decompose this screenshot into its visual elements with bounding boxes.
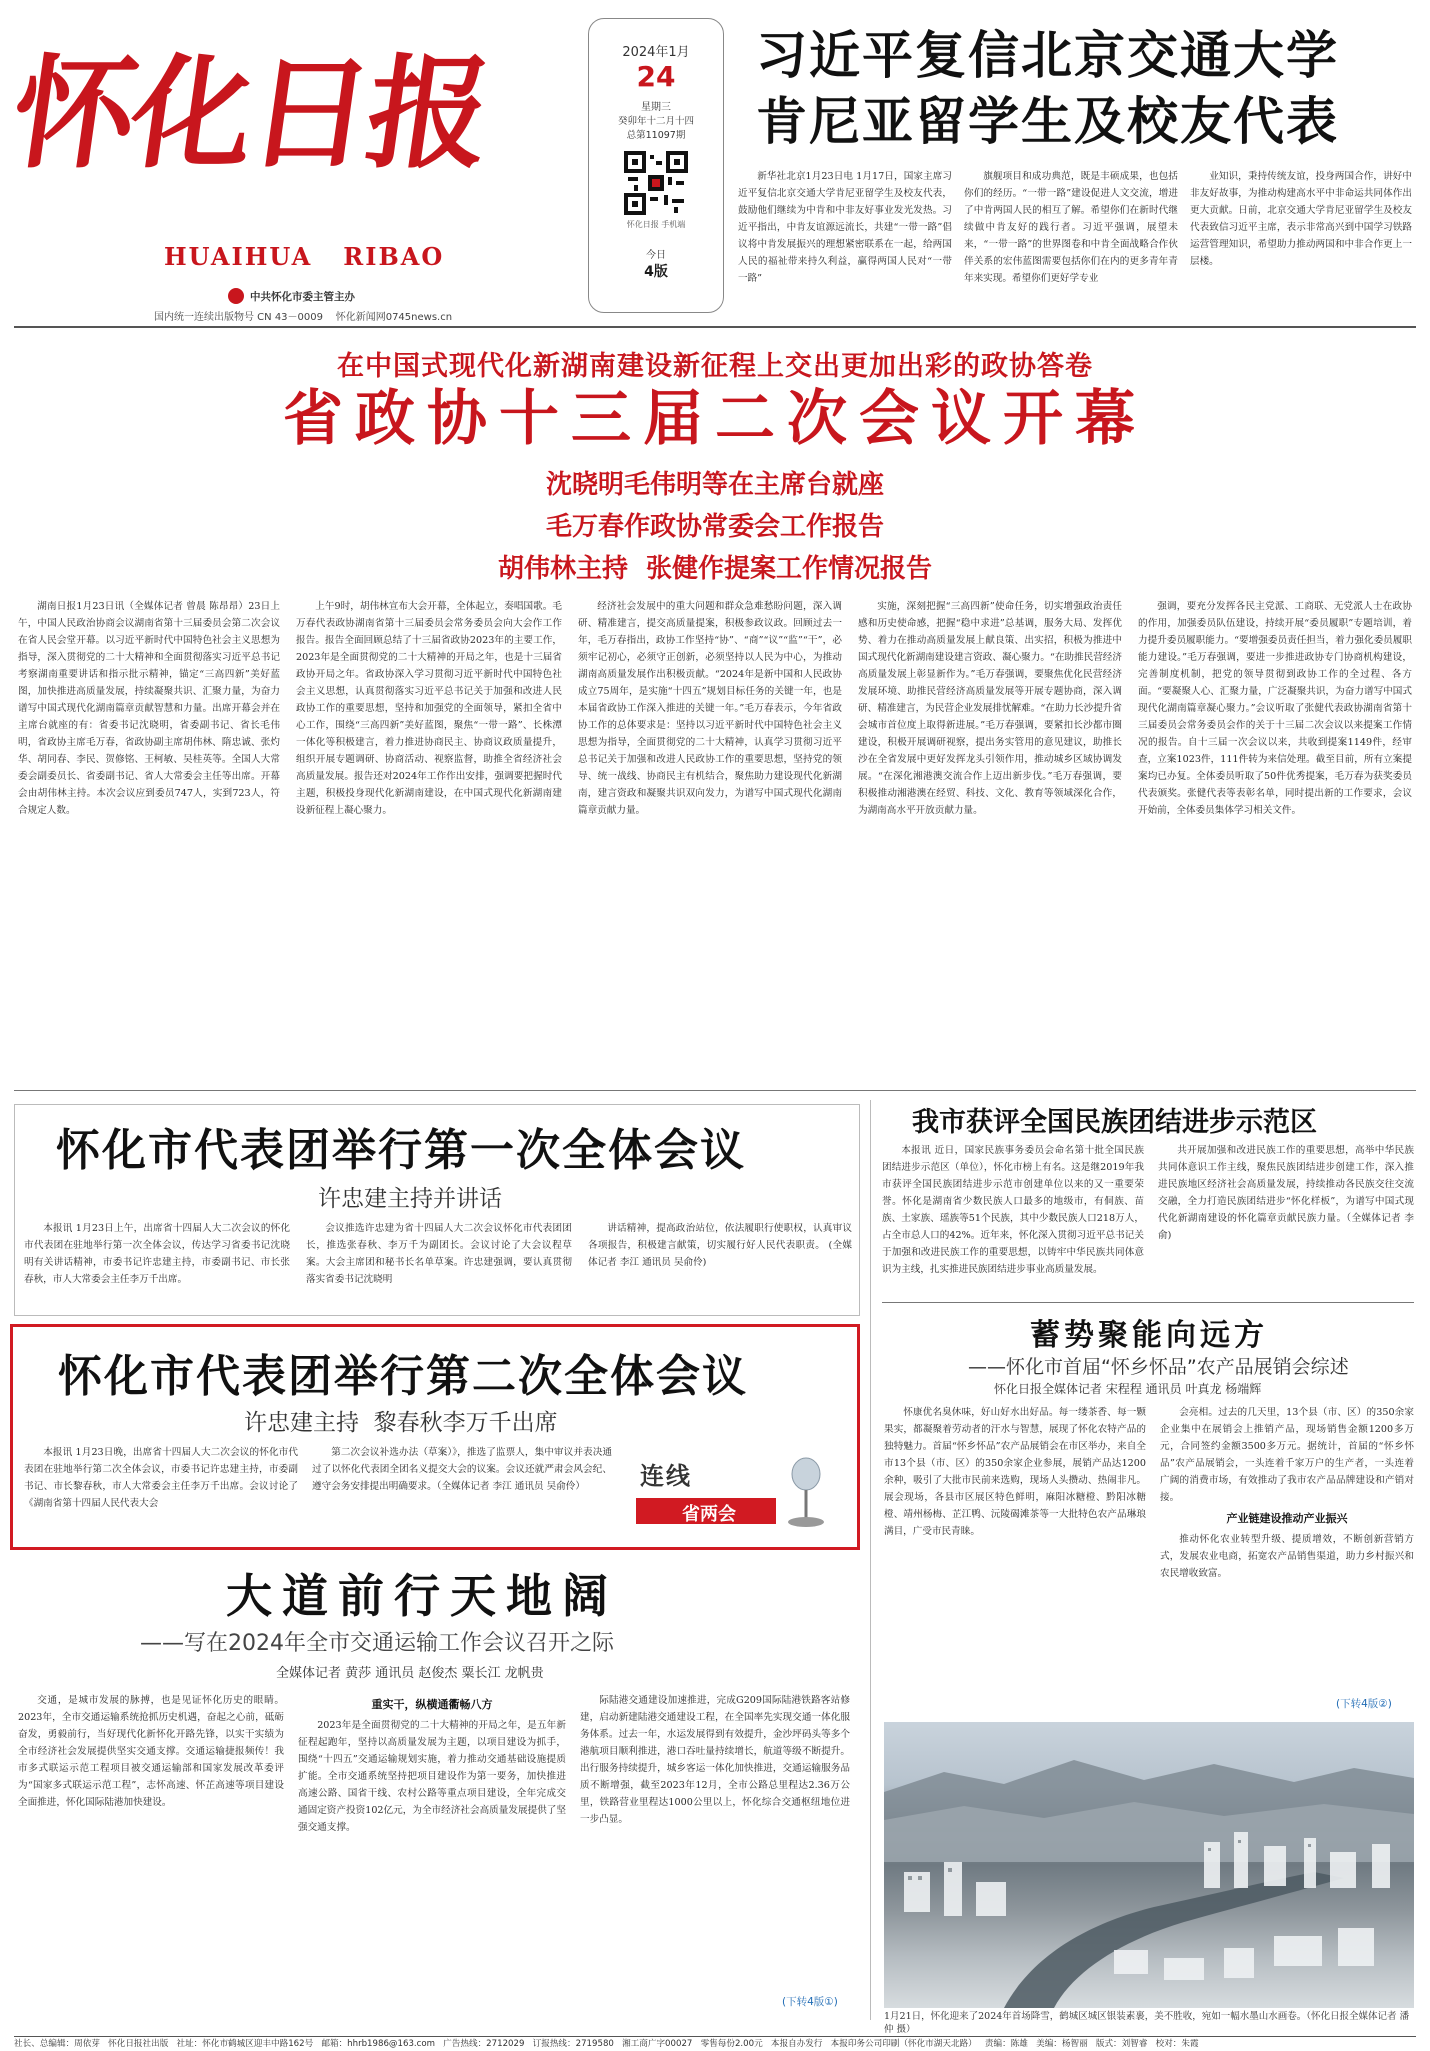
lead-col-2 (964, 168, 1178, 314)
meeting-sub-2: 毛万春作政协常委会工作报告 (545, 512, 884, 542)
delegation2-col-1-text: 本报讯 1月23日晚，出席省十四届人大二次会议的怀化市代表团在驻地举行第二次全体会议，市委书记许忠建主持，市委副书记、市长黎春秋，市人大常委会主任李万千出席。会议讨论了《湖南省第十四届人民代表大会 (24, 1447, 298, 1509)
snow-city-photo (884, 1722, 1414, 2008)
issue-info: 国内统一连续出版物号 CN 43－0009 怀化新闻网0745news.cn (154, 312, 453, 323)
date-weekday: 星期三 (641, 102, 671, 113)
meeting-sub-1: 沈晓明毛伟明等在主席台就座 (545, 470, 884, 500)
meeting-col-1 (18, 598, 280, 1078)
delegation2-subhead: 许忠建主持 黎春秋李万千出席 (244, 1410, 558, 1436)
meeting-headline: 省政协十三届二次会议开幕 (283, 384, 1147, 454)
section-badge (632, 1452, 838, 1536)
badge-label: 省两会 (682, 1504, 736, 1525)
photo-scene (884, 1722, 1414, 2008)
lead-headline-1: 习近平复信北京交通大学 (756, 27, 1340, 86)
agri-col-2b-text: 推动怀化农业转型升级、提质增效，不断创新营销方式，发展农业电商，拓宽农产品销售渠道，助力乡村振兴和农民增收致富。 (1160, 1534, 1414, 1579)
unity-col-1 (882, 1142, 1144, 1292)
delegation1-subhead: 许忠建主持并讲话 (318, 1186, 502, 1212)
unity-rule (882, 1302, 1414, 1303)
delegation1-col-2-text: 会议推选许忠建为省十四届人大二次会议怀化市代表团团长，推选张春秋、李万千为副团长。会议讨论了大会议程草案。大会主席团和秘书长名单草案。许忠建强调，要认真贯彻落实省委书记沈晓明 (306, 1223, 572, 1285)
delegation2-col-2-text: 第二次会议补选办法（草案）》，推选了监票人，集中审议并表决通过了以怀化代表团全团名义提交大会的议案。会议还就严肃会风会纪、遵守会务安排提出明确要求。（全媒体记者 李江 通讯员 吴俞伶） (312, 1447, 612, 1492)
delegation1-col-2 (306, 1220, 572, 1310)
road-col-1-text: 交通，是城市发展的脉搏，也是见证怀化历史的眼睛。2023年，全市交通运输系统抢抓历史机遇，奋起之心前，砥砺奋发，勇毅前行，当好现代化新怀化开路先锋，以实干实绩为全市经济社会发展提供坚实交通支撑。交通运输捷报频传！我市多式联运示范工程项目被交通运输部和国家发展改革委评为“国家多式联运示范工程”，志怀高速、怀芷高速等项目建设全面推进，怀化国际陆港加快建设。 (18, 1695, 284, 1808)
date-year-month: 2024年1月 (622, 45, 690, 60)
road-col-2-title: 重实干，纵横通衢畅八方 (371, 1698, 493, 1711)
badge-title: 连线 (640, 1461, 692, 1490)
date-lunar: 癸卯年十二月十四 (617, 116, 694, 127)
delegation2-col-1 (24, 1444, 298, 1540)
publisher-line: 中共怀化市委主管主办 (250, 291, 355, 303)
lead-col-3-text: 业知识，秉持传统友谊，投身两国合作，讲好中非友好故事，为推动构建高水平中非命运共同体作出更大贡献。日前，北京交通大学肯尼亚留学生及校友代表致信习近平主席，表示非常高兴到中国学习铁路运营管理知识，希望助力推动两国和中非合作更上一层楼。 (1190, 171, 1412, 267)
delegation2-col-2 (312, 1444, 612, 1540)
agri-byline: 怀化日报全媒体记者 宋程程 通讯员 叶真龙 杨端辉 (994, 1382, 1262, 1396)
meeting-col-5-text: 强调，要充分发挥各民主党派、工商联、无党派人士在政协的作用，加强委员队伍建设，持续开展“委员履职”专题培训，着力提升委员履职能力。“要增强委员责任担当，着力强化委员履职能力建设。”毛万春强调，要进一步推进政协专门协商机构建设，完善制度机制，把党的领导贯彻到政协工作的全过程、各方面。“要凝聚人心、汇聚力量，广泛凝聚共识，为奋力谱写中国式现代化湖南篇章凝心聚力。”会议听取了张健代表政协湖南省第十三届委员会常务委员会作的关于十三届二次会议以来提案工作情况的报告。自十三届一次会议以来，共收到提案1149件，经审查，立案1023件，111件转为来信处理。截至目前，所有立案提案均已办复。全体委员听取了50件优秀提案，毛万春为获奖委员代表颁奖。张健代表等表彰名单，同时提出新的工作要求，会议开始前，全体委员集体学习相关文件。 (1138, 601, 1412, 816)
road-headline: 大道前行天地阔 (226, 1569, 618, 1623)
meeting-col-3 (578, 598, 842, 1078)
meeting-kicker: 在中国式现代化新湖南建设新征程上交出更加出彩的政协答卷 (337, 351, 1093, 382)
delegation1-col-3-text: 讲话精神，提高政治站位，依法履职行使职权，认真审议各项报告，积极建言献策，切实履行好人民代表职责。 (全媒体记者 李江 通讯员 吴俞伶) (588, 1223, 852, 1268)
masthead-pinyin: HUAIHUA RIBAO (164, 242, 445, 271)
road-col-2 (298, 1692, 566, 2008)
meeting-col-4-text: 实施，深刻把握“三高四新”使命任务，切实增强政治责任感和历史使命感，把握“稳中求进”总基调，服务大局、发挥优势、着力在推动高质量发展上献良策、出实招，积极为推进中国式现代化新湖南建设建言资政、凝心聚力。“在助推民营经济高质量发展上彰显新作为。”毛万春强调，要聚焦优化民营经济发展环境、助推民营经济高质量发展等开展专题协商，深入调研、精准建言，为民营企业发展排忧解难。“在助力长沙提升省会城市首位度上取得新进展。”毛万春强调，要紧扣长沙都市圈建设，积极开展调研视察，提出务实管用的意见建议，助推长沙在全省发展中更好发挥龙头引领作用，推动城乡区域协调发展。“在深化湘港澳交流合作上迈出新步伐。”毛万春强调，要积极推动湘港澳在经贸、科技、文化、教育等领域深化合作，为湖南高水平开放贡献力量。 (858, 601, 1122, 816)
agri-col-2 (1160, 1404, 1414, 1696)
pages-count: 4版 (644, 264, 668, 280)
agri-col-1 (884, 1404, 1146, 1708)
unity-col-1-text: 本报讯 近日，国家民族事务委员会命名第十批全国民族团结进步示范区（单位），怀化市榜上有名。这是继2019年我市获评全国民族团结进步示范市创建单位以来的又一重要荣誉。怀化是湖南省少数民族人口最多的地级市，有侗族、苗族、土家族、瑶族等51个民族，其中少数民族人口218万人，占全市总人口的42%。近年来，怀化深入贯彻习近平总书记关于加强和改进民族工作的重要思想，以铸牢中华民族共同体意识为主线，扎实推进民族团结进步事业高质量发展。 (882, 1145, 1144, 1275)
unity-headline: 我市获评全国民族团结进步示范区 (912, 1107, 1317, 1138)
meeting-col-3-text: 经济社会发展中的重大问题和群众急难愁盼问题，深入调研、精准建言，提交高质量提案，积极参政议政。回顾过去一年，毛万春指出，政协工作坚持“协”、“商”“议”“监”“干”，必须牢记初心，必须守正创新，必须坚持以人民为中心，为推动湖南高质量发展作出积极贡献。“2024年是新中国和人民政协成立75周年，是实施“十四五”规划目标任务的关键一年，也是本届省政协工作深入推进的关键一年。”毛万春表示，今年省政协工作的总体要求是：坚持以习近平新时代中国特色社会主义思想为指导，全面贯彻党的二十大精神，认真学习贯彻习近平总书记关于加强和改进人民政协工作的重要思想，坚持党的领导、统一战线、协商民主有机结合，聚焦助力建设现代化新湖南，建言资政和凝聚共识双向发力，为谱写中国式现代化湖南篇章贡献力量。 (578, 601, 842, 816)
microphone-icon (774, 1454, 834, 1530)
agri-col-2-title: 产业链建设推动产业振兴 (1226, 1512, 1348, 1525)
lead-col-2-text: 旗舰项目和成功典范，既是丰硕成果，也包括你们的经历。“一带一路”建设促进人文交流，增进了中肯两国人民的相互了解。希望你们在新时代继续做中肯友好的践行者。习近平强调，展望未来，“一带一路”的世界图卷和中肯全面战略合作伙伴关系的宏伟蓝图需要包括你们在内的更多青年青年来实现。希望你们更好学专业 (964, 171, 1178, 284)
unity-col-2 (1158, 1142, 1414, 1292)
qr-code-icon (624, 151, 688, 215)
meeting-col-2 (296, 598, 562, 1078)
date-box (588, 18, 724, 313)
road-col-3 (580, 1692, 850, 1992)
road-col-3-text: 际陆港交通建设加速推进，完成G209国际陆港铁路客站修建，启动新建陆港交通建设工程，在全国率先实现交通一体化服务体系。过去一年，水运发展得到有效提升，金沙坪码头等多个港航项目顺利推进，港口吞吐量持续增长，航道等级不断提升。出行服务持续提升，城乡客运一体化加快推进，交通运输服务品质不断增强，截至2023年12月，全市公路总里程达2.36万公里，铁路营业里程达1000公里以上，怀化综合交通枢纽地位进一步凸显。 (580, 1695, 850, 1825)
top-rule (14, 326, 1416, 328)
lead-headline-2: 肯尼亚留学生及校友代表 (756, 93, 1340, 152)
road-col-1 (18, 1692, 284, 2008)
pages-label: 今日 (646, 250, 666, 261)
road-subhead: ——写在2024年全市交通运输工作会议召开之际 (140, 1631, 614, 1656)
delegation1-col-3 (588, 1220, 852, 1310)
meeting-col-5 (1138, 598, 1412, 1078)
road-col-2-text: 2023年是全面贯彻党的二十大精神的开局之年，是五年新征程起跑年，坚持以高质量发展为主题，以项目建设为抓手，围绕“十四五”交通运输规划实施，着力推动交通基础设施提质扩能。全市交通系统坚持把项目建设作为第一要务，加快推进高速公路、国省干线、农村公路等重点项目建设，全年完成交通固定资产投资102亿元，为全市经济社会高质量发展提供了坚强交通支撑。 (298, 1720, 566, 1833)
footer-info: 社长、总编辑：周依芽 怀化日报社出版 社址：怀化市鹤城区迎丰中路162号 邮箱：hhrb1986@163.com 广告热线：2712029 订报热线：2719580 湘工商广字00027 零售每份2.00元 本报自办发行 本报印务公司印刷（怀化市湖天北路） 责编：陈雄 美编：杨智丽 版式：刘智睿 校对：朱霞 (14, 2039, 1199, 2049)
unity-col-2-text: 共开展加强和改进民族工作的重要思想，高举中华民族共同体意识工作主线，聚焦民族团结进步创建工作，深入推进民族地区经济社会高质量发展，持续推动各民族交往交流交融，全力打造民族团结进步“怀化样板”，为谱写中国式现代化新湖南建设的怀化篇章贡献民族力量。（全媒体记者 李俞) (1158, 1145, 1414, 1241)
road-byline: 全媒体记者 黄莎 通讯员 赵俊杰 粟长江 龙帆贵 (276, 1666, 544, 1681)
delegation1-col-1-text: 本报讯 1月23日上午，出席省十四届人大二次会议的怀化市代表团在驻地举行第一次全体会议，传达学习省委书记沈晓明有关讲话精神，市委书记许忠建主持，市委副书记、市长张春秋，市人大常委会主任李万千出席。 (24, 1223, 290, 1285)
agri-subhead: ——怀化市首届“怀乡怀品”农产品展销会综述 (968, 1356, 1349, 1378)
right-column-rule (870, 1100, 871, 2020)
delegation1-col-1 (24, 1220, 290, 1310)
agri-col-1-text: 怀康优名臭休味，好山好水出好品。每一缕茶香、每一颗果实，都凝聚着劳动者的汗水与智慧，展现了怀化农特产品的独特魅力。首届“怀乡怀品”农产品展销会在市区举办，来自全市13个县（市、区）的350余家企业参展，展销产品达1200余种，吸引了大批市民前来选购，现场人头攒动、热闹非凡。展会现场，各县市区展区特色鲜明，麻阳冰糖橙、黔阳冰糖橙、靖州杨梅、芷江鸭、沅陵碣滩茶等一大批特色农产品琳琅满目，广受市民青睐。 (884, 1407, 1146, 1537)
lead-col-3 (1190, 168, 1412, 314)
date-day: 24 (636, 60, 676, 93)
delegation1-headline: 怀化市代表团举行第一次全体会议 (56, 1125, 746, 1176)
meeting-col-1-text: 湖南日报1月23日讯（全媒体记者 曾晨 陈昂昂）23日上午，中国人民政治协商会议湖南省第十三届委员会第二次会议在省人民会堂开幕。以习近平新时代中国特色社会主义思想为指导，深入贯彻党的二十大精神和全面贯彻落实习近平总书记考察湖南重要讲话和指示批示精神，锚定“三高四新”美好蓝图，加快推进高质量发展，持续凝聚共识、汇聚力量，为奋力谱写中国式现代化湖南篇章贡献智慧和力量。出席开幕会并在主席台就座的有：省委书记沈晓明，省委副书记、省长毛伟明，省政协主席毛万春，省政协副主席胡伟林、隋忠诚、张灼华、胡同春、李民、贺修铭、王柯敏、吴桂英等。全国人大常委会副委员长、省委副书记、省人大常委会主任等出席。开幕会由胡伟林主持。本次会议应到委员747人，实到723人，符合规定人数。 (18, 601, 280, 816)
photo-caption: 1月21日，怀化迎来了2024年首场降雪，鹤城区城区银装素裹，美不胜收，宛如一幅水墨山水画卷。（怀化日报全媒体记者 潘仲 摄） (884, 2011, 1410, 2035)
meeting-sub-3: 胡伟林主持 张健作提案工作情况报告 (497, 554, 933, 584)
delegation2-headline: 怀化市代表团举行第二次全体会议 (58, 1351, 748, 1402)
masthead (3, 10, 574, 340)
footer-rule (14, 2036, 1416, 2037)
agri-continue-link[interactable]: (下转4版②) (1336, 1698, 1392, 1710)
lead-col-1-text: 新华社北京1月23日电 1月17日，国家主席习近平复信北京交通大学肯尼亚留学生及校友代表，鼓励他们继续为中肯和中非友好事业发光发热。习近平指出，中肯友谊源远流长，共建“一带一路”倡议将中肯发展振兴的理想紧密联系在一起，给两国人民的福祉带来持久利益，赢得两国人民对“一带一路” (738, 171, 952, 284)
meeting-col-4 (858, 598, 1122, 1078)
publisher-logo-icon (228, 288, 244, 304)
agri-headline: 蓄势聚能向远方 (1030, 1318, 1268, 1353)
meeting-col-2-text: 上午9时，胡伟林宣布大会开幕，全体起立，奏唱国歌。毛万春代表政协湖南省第十三届委员会常务委员会向大会作工作报告。报告全面回顾总结了十三届省政协2023年的主要工作，2023年是全面贯彻党的二十大精神的开局之年，也是十三届省政协开局之年。省政协深入学习贯彻习近平新时代中国特色社会主义思想，认真贯彻落实习近平总书记关于加强和改进人民政协工作的重要思想，坚持和加强党的全面领导，紧扣全省中心工作，围绕“三高四新”美好蓝图，聚焦“一带一路”、长株潭一体化等积极建言，着力推进协商民主、协商议政质量提升，组织开展专题调研、协商活动、视察监督，助推全省经济社会高质量发展。报告还对2024年工作作出安排，强调要把握时代主题，积极投身现代化新湖南建设，在中国式现代化新湖南建设新征程上凝心聚力。 (296, 601, 562, 816)
qr-caption: 怀化日报 手机端 (626, 220, 686, 229)
date-serial: 总第11097期 (626, 130, 686, 141)
lead-col-1 (738, 168, 952, 314)
masthead-title: 怀化日报 (3, 41, 497, 185)
mid-rule (14, 1090, 1416, 1091)
agri-col-2-text: 会亮相。过去的几天里，13个县（市、区）的350余家企业集中在展销会上推销产品，现场销售金额1200多万元，合同签约金额3500多万元。据统计，首届的“怀乡怀品”农产品展销会，一头连着千家万户的生产者，一头连着广阔的消费市场，有效推动了我市农产品品牌建设和产销对接。 (1160, 1407, 1414, 1503)
road-continue-link[interactable]: (下转4版①) (782, 1996, 838, 2008)
